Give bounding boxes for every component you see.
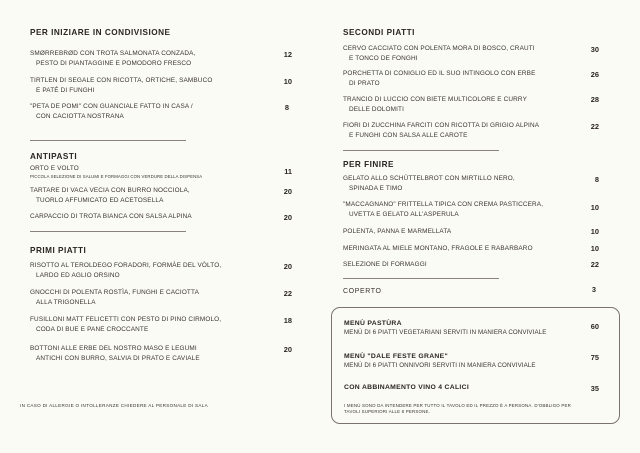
item-name: TARTARE DI VACA VECIA CON BURRO NOCCIOLA, [30,187,190,194]
item-price: 10 [590,227,599,236]
allergy-footnote: IN CASO DI ALLERGIE O INTOLLERANZE CHIEDERE AL PERSONALE DI SALA [20,403,208,408]
menu-item [343,260,599,270]
menu-item [343,95,599,115]
divider [30,231,186,232]
item-name: FIORI DI ZUCCHINA FARCITI CON RICOTTA DI GRIGIO ALPINA [343,122,540,129]
coperto-label: COPERTO [343,288,382,295]
section-title-antipasti: ANTIPASTI [30,152,78,161]
tasting-menu [344,353,599,369]
menu-item [30,186,292,206]
item-price: 26 [590,70,599,79]
divider [343,150,499,151]
item-name: SELEZIONE DI FORMAGGI [343,261,427,268]
item-price: 18 [283,316,292,325]
item-price: 20 [283,213,292,222]
item-name-cont: ALLA TRIGONELLA [36,298,96,306]
item-name-cont: LARDO ED AGLIO ORSINO [36,271,120,279]
item-price: 28 [590,95,599,104]
item-name: TIRTLEN DI SEGALE CON RICOTTA, ORTICHE, SAMBUCO [30,77,213,84]
tasting-menus-box [331,307,620,424]
menu-item [30,212,292,222]
item-price: 10 [590,203,599,212]
coperto-row [343,287,599,297]
item-price: 30 [590,45,599,54]
item-name: POLENTA, PANNA E MARMELLATA [343,228,452,235]
item-name-cont: UVETTA E GELATO ALL'ASPERULA [349,210,459,218]
menu-item [30,49,292,69]
item-price: 20 [283,262,292,271]
menu-item [343,244,599,254]
item-name: FUSILLONI MATT FELICETTI CON PESTO DI PINO CIRMOLO, [30,316,222,323]
section-title-primi: PRIMI PIATTI [30,246,87,255]
item-name: GELATO ALLO SCHÜTTELBROT CON MIRTILLO NERO, [343,175,515,182]
menu-item [343,174,599,194]
item-name-cont: PESTO DI PIANTAGGINE E POMODORO FRESCO [36,59,192,67]
item-name-cont: SPINADA E TIMO [349,184,403,192]
item-name-cont: DELLE DOLOMITI [349,105,405,113]
section-title-finire: PER FINIRE [343,160,394,169]
item-price: 10 [590,244,599,253]
item-name-cont: CON CACIOTTA NOSTRANA [36,112,124,120]
item-name: PORCHETTA DI CONIGLIO ED IL SUO INTINGOLO CON ERBE [343,70,536,77]
item-name-cont: CODA DI BUE E PANE CROCCANTE [36,325,149,333]
tasting-menu [344,320,599,336]
item-name: BOTTONI ALLE ERBE DEL NOSTRO MASO E LEGUMI [30,345,197,352]
menu-item [30,288,292,308]
item-name: CERVO CACCIATO CON POLENTA MORA DI BOSCO, CRAUTI [343,45,535,52]
wine-pairing-price: 35 [590,384,599,393]
item-name: SMØRREBRØD CON TROTA SALMONATA CONZADA, [30,50,196,57]
item-name-cont: E TONCO DE FONGHI [349,54,418,62]
menu-item [343,227,599,237]
item-price: 12 [283,50,292,59]
menu-item [30,344,292,364]
item-name-cont: TUORLO AFFUMICATO ED ACETOSELLA [36,196,164,204]
menu-item [30,261,292,281]
item-price: 22 [590,122,599,131]
item-price: 10 [283,77,292,86]
item-name: "PETA DE POMI" CON GUANCIALE FATTO IN CASA / [30,103,193,110]
item-name: CARPACCIO DI TROTA BIANCA CON SALSA ALPINA [30,213,192,220]
tasting-menu-price: 75 [590,353,599,362]
item-name: MERINGATA AL MIELE MONTANO, FRAGOLE E RABARBARO [343,245,533,252]
menu-item [30,315,292,335]
item-note: PICCOLA SELEZIONE DI SALUMI E FORMAGGI CON VERDURE DELLA DISPENSA [30,173,203,179]
item-name: TRANCIO DI LUCCIO CON BIETE MULTICOLORE E CURRY [343,96,527,103]
item-name: "MACCAGNANO" FRITTELLA TIPICA CON CREMA PASTICCERA, [343,201,544,208]
item-price: 22 [283,289,292,298]
tasting-menu-note: I MENÙ SONO DA INTENDERE PER TUTTO IL TAVOLO ED IL PREZZO È A PERSONA. D'OBBLIGO PER TAVOLI SUPERIORI ALLE 8 PERSONE. [344,403,571,415]
menu-item [343,121,599,141]
item-price: 8 [594,175,599,184]
divider [30,140,186,141]
wine-pairing [344,384,599,391]
menu-item [30,164,292,180]
menu-item [343,200,599,220]
item-name: GNOCCHI DI POLENTA ROSTÌA, FUNGHI E CACIOTTA [30,289,199,296]
item-name: RISOTTO AL TEROLDEGO FORADORI, FORMÀE DEL VÒLTO, [30,262,222,269]
item-price: 11 [284,167,292,176]
divider [343,278,499,279]
item-name-cont: E PATÉ DI FUNGHI [36,86,95,94]
tasting-menu-title: MENÙ PASTÙRA [344,320,402,327]
item-name-cont: ANTICHI CON BURRO, SALVIA DI PRATO E CAVIALE [36,354,200,362]
menu-item [343,69,599,89]
item-price: 20 [283,187,292,196]
section-title-secondi: SECONDI PIATTI [343,28,415,37]
item-price: 22 [590,260,599,269]
menu-item [30,76,292,96]
item-price: 8 [284,103,289,112]
wine-pairing-title: CON ABBINAMENTO VINO 4 CALICI [344,384,470,391]
item-name: ORTO E VOLTO [30,165,79,172]
coperto-price: 3 [591,285,596,294]
tasting-menu-desc: MENÙ DI 6 PIATTI ONNIVORI SERVITI IN MANIERA CONVIVIALE [344,362,536,369]
section-title-condivisione: PER INIZIARE IN CONDIVISIONE [30,28,171,37]
tasting-menu-title: MENÙ "DALE FESTE GRANE" [344,353,448,360]
item-name-cont: E FUNGHI CON SALSA ALLE CAROTE [349,131,468,139]
item-name-cont: DI PRATO [349,79,380,87]
item-price: 20 [283,345,292,354]
tasting-menu-price: 60 [590,322,599,331]
menu-item [30,102,292,122]
tasting-menu-desc: MENÙ DI 6 PIATTI VEGETARIANI SERVITI IN MANIERA CONVIVIALE [344,329,547,336]
menu-item [343,44,599,64]
